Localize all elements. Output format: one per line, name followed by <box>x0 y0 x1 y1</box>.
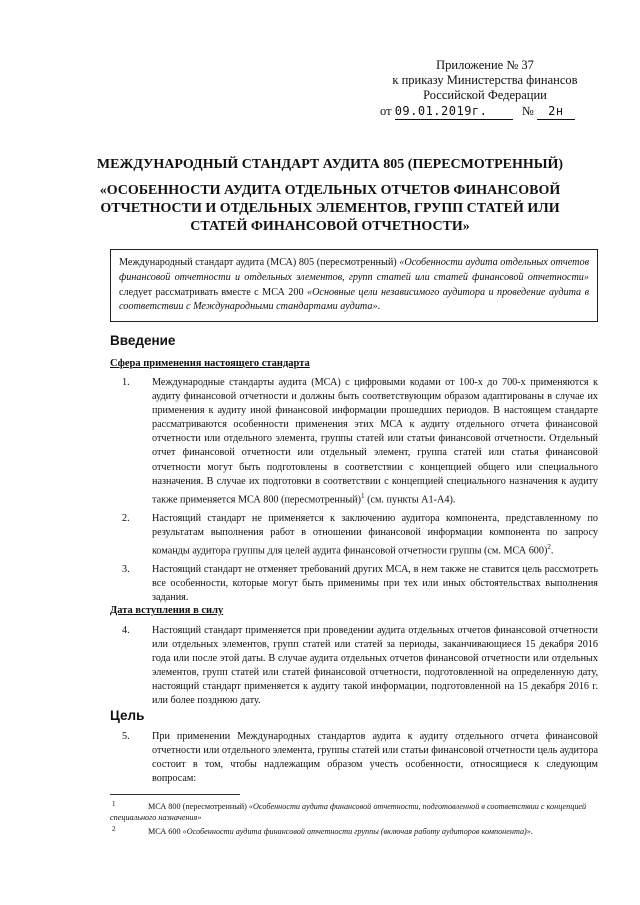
footnote-lead: МСА 800 (пересмотренный) <box>148 802 249 811</box>
number-prefix: № <box>521 104 534 118</box>
paragraph-2 <box>110 512 598 559</box>
intro-text-4: «Основные цели независимого аудитора и проведение аудита в соответствии с Международными стандартами аудита» <box>119 286 589 313</box>
footnote-text <box>110 826 598 837</box>
footnote-ref-1[interactable]: 1 <box>361 491 365 500</box>
document-title: МЕЖДУНАРОДНЫЙ СТАНДАРТ АУДИТА 805 (ПЕРЕСМОТРЕННЫЙ) <box>96 157 564 172</box>
paragraph-text <box>152 376 598 507</box>
paragraph-body: Настоящий стандарт не применяется к заключению аудитора компонента, представленному по результатам выполнения работ в отношении финансовой информации компонента по запросу команды аудитора группы для целей аудита финансовой отчетности группы (см. МСА 600) <box>152 513 598 557</box>
number-value: 2н <box>537 104 575 120</box>
footnote-1 <box>110 801 598 823</box>
paragraph-1 <box>110 376 598 507</box>
paragraph-tail: (см. пункты А1-А4). <box>364 494 456 506</box>
paragraph-5 <box>110 730 598 786</box>
intro-box <box>110 249 598 322</box>
paragraph-number: 3. <box>122 564 130 575</box>
footnote-text <box>110 801 598 823</box>
footnote-title: «Особенности аудита финансовой отчетности, подготовленной в соответствии с концепцией специального назначения» <box>110 802 587 822</box>
paragraph-text <box>152 512 598 559</box>
footnote-divider <box>110 794 240 795</box>
footnote-title: «Особенности аудита финансовой отчетности группы (включая работу аудиторов компонента)». <box>182 827 533 836</box>
paragraph-body: Международные стандарты аудита (МСА) с цифровыми кодами от 100-х до 700-х применяются к аудиту финансовой отчетности и должны быть соответствующим образом адаптированы в случае их применения к аудиту иной финансовой информации прошедших периодов. В настоящем стандарте рассматриваются особенности применения этих МСА к аудиту отдельного отчета финансовой отчетности или отдельного элемента, группы статей или статьи финансовой отчетности. Отдельный отчет финансовой отчетности или отдельный элемент, группа статей или статья финансовой отчетности могут быть подготовлены в соответствии с концепцией общего или специального назначения. В случае их подготовки в соответствии с концепцией специального назначения к аудиту также применяется МСА 800 (пересмотренный) <box>152 377 598 506</box>
footnote-number: 1 <box>112 800 116 808</box>
paragraph-number: 2. <box>122 513 130 524</box>
section-heading-introduction: Введение <box>110 333 176 348</box>
appendix-date-line <box>380 104 590 120</box>
subheading-scope: Сфера применения настоящего стандарта <box>110 358 310 369</box>
section-heading-objective: Цель <box>110 708 145 723</box>
footnote-2 <box>110 826 598 837</box>
paragraph-number: 5. <box>122 731 130 742</box>
subheading-effective-date: Дата вступления в силу <box>110 605 224 616</box>
paragraph-text: При применении Международных стандартов аудита к аудиту отдельного отчета финансовой отчетности или отдельного элемента, группы статей или статьи финансовой отчетности цель аудитора состоит в том, чтобы надлежащим образом учесть особенности, относящиеся к следующим вопросам: <box>152 731 598 785</box>
date-value: 09.01.2019г. <box>395 104 513 120</box>
paragraph-text: Настоящий стандарт не отменяет требований других МСА, в нем также не ставится цель рассмотреть все особенности, которые могут быть применимы при тех или иных обстоятельствах выполнения задания. <box>152 564 598 604</box>
paragraph-number: 1. <box>122 377 130 388</box>
paragraph-text: Настоящий стандарт применяется при проведении аудита отдельных отчетов финансовой отчетности или отдельных элементов, групп статей или статей за периоды, заканчивающиеся 15 декабря 2016 года или после этой даты. В случае аудита отдельных отчетов финансовой отчетности или отдельных элементов, групп статей или статей финансовой отчетности, подготовленной на определенную дату, настоящий стандарт применяется к аудиту такой информации, подготовленной на 15 декабря 2016 г. или более позднюю дату. <box>152 625 598 707</box>
appendix-title: Приложение № 37 <box>436 58 534 72</box>
intro-text-5: . <box>377 301 381 313</box>
footnote-number: 2 <box>112 825 116 833</box>
intro-text-2: «Особенности аудита отдельных отчетов финансовой отчетности и отдельных элементов, групп статей или статей финансовой отчетности» <box>119 257 589 283</box>
paragraph-number: 4. <box>122 625 130 636</box>
paragraph-3 <box>110 563 598 605</box>
paragraph-tail: . <box>550 545 554 557</box>
intro-text-3: следует рассматривать вместе с МСА 200 <box>119 286 307 298</box>
intro-text-1: Международный стандарт аудита (МСА) 805 (пересмотренный) <box>119 257 400 268</box>
appendix-header <box>380 58 590 120</box>
appendix-federation: Российской Федерации <box>423 88 547 102</box>
appendix-order: к приказу Министерства финансов <box>392 73 578 87</box>
footnote-ref-2[interactable]: 2 <box>547 543 551 552</box>
footnote-lead: МСА 600 <box>148 827 183 836</box>
paragraph-4 <box>110 624 598 709</box>
document-subtitle: «ОСОБЕННОСТИ АУДИТА ОТДЕЛЬНЫХ ОТЧЕТОВ ФИНАНСОВОЙ ОТЧЕТНОСТИ И ОТДЕЛЬНЫХ ЭЛЕМЕНТОВ, ГРУПП СТАТЕЙ ИЛИ СТАТЕЙ ФИНАНСОВОЙ ОТЧЕТНОСТИ» <box>99 183 561 234</box>
date-prefix: от <box>380 104 392 118</box>
